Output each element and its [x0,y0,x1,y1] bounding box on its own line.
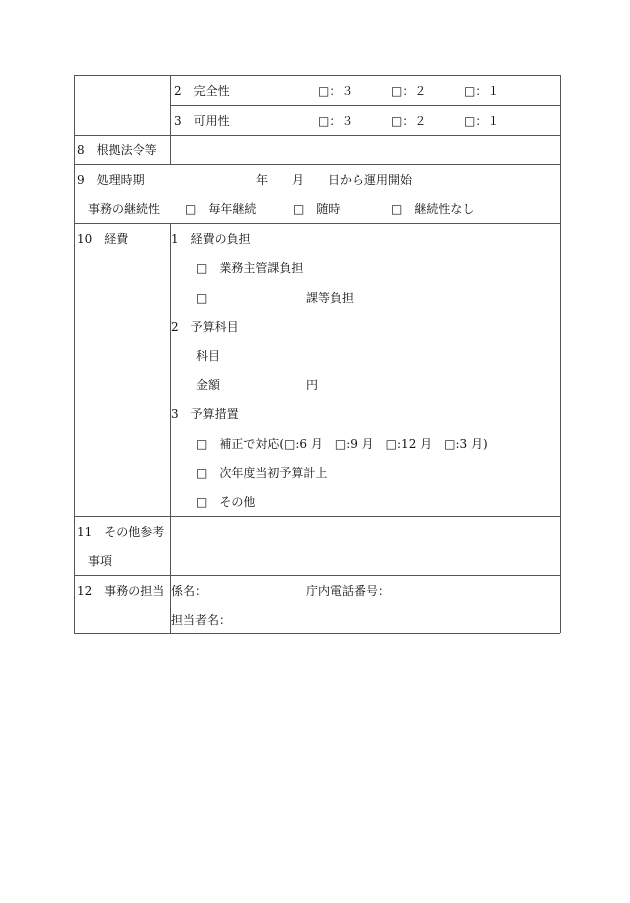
row-sublabel: 事務の継続性 [88,202,161,216]
row-label: 11 その他参考 [77,525,165,539]
field-label: 課等負担 [306,291,355,305]
checkbox-option[interactable]: □：３ [318,84,354,98]
checkbox-option[interactable]: □ 毎年継続 [185,202,257,216]
row-label: 12 事務の担当 [77,584,165,598]
checkbox-option[interactable]: □ その他 [196,495,256,509]
table-line [74,135,560,136]
table-line-top [74,75,560,76]
checkbox-option[interactable]: □：１ [464,114,500,128]
checkbox-option[interactable]: □：３ [318,114,354,128]
field-label: 円 [306,378,319,392]
field-label: 係名： [171,584,208,598]
table-line [74,223,560,224]
table-line [74,575,560,576]
row-label: 2 完全性 [174,84,230,98]
section-heading: 1 経費の負担 [171,232,251,246]
row-label: 9 処理時期 [77,173,145,187]
checkbox-option[interactable]: □ 業務主管課負担 [196,261,304,275]
checkbox-option[interactable]: □ 次年度当初予算計上 [196,466,328,480]
checkbox-option[interactable]: □ 継続性なし [391,202,475,216]
checkbox-option[interactable]: □：２ [391,114,427,128]
checkbox-option[interactable]: □：１ [464,84,500,98]
table-line-right [560,75,561,633]
table-line-divider [170,223,171,633]
field-label: 担当者名： [171,613,232,627]
row-label: 事項 [88,554,113,568]
table-line-bottom [74,633,560,634]
checkbox-option[interactable]: □ [196,291,208,305]
field-label: 科目 [196,349,221,363]
table-line-divider [170,75,171,164]
section-heading: 2 予算科目 [171,320,239,334]
section-heading: 3 予算措置 [171,407,239,421]
checkbox-option[interactable]: □ 随時 [293,202,341,216]
checkbox-option[interactable]: □：２ [391,84,427,98]
row-label: 3 可用性 [174,114,230,128]
field-label: 庁内電話番号： [306,584,391,598]
checkbox-option[interactable]: □ 補正で対応(□:6 月 □:9 月 □:12 月 □:3 月) [196,437,488,451]
table-line-left [74,75,75,633]
field-label: 金額 [196,378,221,392]
table-line [74,164,560,165]
row-label: 10 経費 [77,232,129,246]
table-line [74,516,560,517]
row-label: 8 根拠法令等 [77,143,157,157]
start-date-line: 年 月 日から運用開始 [256,173,413,187]
table-line [170,105,560,106]
